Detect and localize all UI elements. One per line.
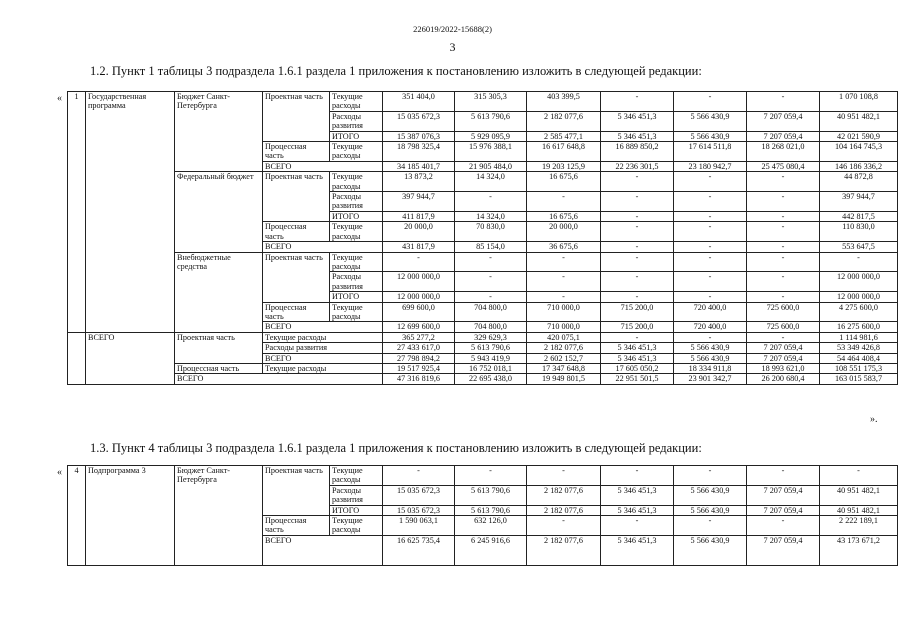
value-cell: 18 334 911,8 (674, 363, 747, 373)
value-cell: 22 236 301,5 (601, 161, 674, 171)
value-cell: 5 346 451,3 (601, 131, 674, 141)
value-cell: 365 277,2 (383, 332, 455, 342)
expense-type: Текущие расходы (330, 516, 383, 536)
value-cell: 442 817,5 (820, 211, 898, 221)
value-cell: 17 605 050,2 (601, 363, 674, 373)
part-cell: Проектная часть (263, 252, 330, 302)
value-cell: 715 200,0 (601, 302, 674, 322)
value-cell: 18 993 621,0 (747, 363, 820, 373)
value-cell: 36 675,6 (527, 242, 601, 252)
table-row (68, 466, 898, 486)
value-cell: 704 800,0 (455, 322, 527, 332)
table-row (68, 374, 898, 384)
value-cell: 720 400,0 (674, 322, 747, 332)
value-cell: 23 180 942,7 (674, 161, 747, 171)
value-cell: - (747, 252, 820, 272)
value-cell: - (601, 516, 674, 536)
value-cell: 720 400,0 (674, 302, 747, 322)
value-cell: 411 817,9 (383, 211, 455, 221)
value-cell: - (674, 172, 747, 192)
value-cell: 5 346 451,3 (601, 343, 674, 353)
value-cell: - (747, 172, 820, 192)
total-label: ВСЕГО (263, 242, 383, 252)
expense-type: ИТОГО (330, 211, 383, 221)
section-heading-1-3: 1.3. Пункт 4 таблицы 3 подраздела 1.6.1 раздела 1 приложения к постановлению изложить в следующей редакции: (90, 441, 702, 455)
value-cell: - (747, 466, 820, 486)
value-cell: 5 613 790,6 (455, 505, 527, 515)
funding-table-subprogram (67, 465, 898, 566)
total-label: ВСЕГО (175, 374, 383, 384)
value-cell: - (747, 272, 820, 292)
value-cell: 20 000,0 (527, 222, 601, 242)
value-cell: - (527, 272, 601, 292)
value-cell: 351 404,0 (383, 92, 455, 112)
value-cell: - (674, 466, 747, 486)
value-cell: 104 164 745,3 (820, 142, 898, 162)
value-cell: 715 200,0 (601, 322, 674, 332)
expense-type: Расходы развития (263, 343, 383, 353)
value-cell: - (674, 516, 747, 536)
value-cell: 5 929 095,9 (455, 131, 527, 141)
value-cell: 34 185 401,7 (383, 161, 455, 171)
part-cell: Процессная часть (263, 302, 330, 322)
total-spacer (68, 332, 86, 384)
value-cell: - (747, 516, 820, 536)
value-cell: 7 207 059,4 (747, 535, 820, 565)
part-cell: Проектная часть (263, 172, 330, 222)
value-cell: 18 268 021,0 (747, 142, 820, 162)
value-cell: 7 207 059,4 (747, 111, 820, 131)
expense-type: Текущие расходы (263, 332, 383, 342)
open-quote-1: « (57, 93, 62, 104)
value-cell: 21 905 484,0 (455, 161, 527, 171)
section-heading-1-2: 1.2. Пункт 1 таблицы 3 подраздела 1.6.1 раздела 1 приложения к постановлению изложить в следующей редакции: (90, 64, 702, 78)
funding-source: Внебюджетные средства (175, 252, 263, 332)
table-row (68, 172, 898, 192)
value-cell: 710 000,0 (527, 302, 601, 322)
value-cell: - (527, 516, 601, 536)
value-cell: - (601, 466, 674, 486)
value-cell: 16 675,6 (527, 172, 601, 192)
value-cell: - (674, 211, 747, 221)
value-cell: 12 000 000,0 (383, 292, 455, 302)
value-cell: 17 347 648,8 (527, 363, 601, 373)
value-cell: 420 075,1 (527, 332, 601, 342)
value-cell: 17 614 511,8 (674, 142, 747, 162)
funding-source: Федеральный бюджет (175, 172, 263, 252)
value-cell: 16 675,6 (527, 211, 601, 221)
total-label: ВСЕГО (263, 161, 383, 171)
value-cell: 2 182 077,6 (527, 505, 601, 515)
total-label: ВСЕГО (263, 535, 383, 565)
value-cell: 19 949 801,5 (527, 374, 601, 384)
value-cell: 70 830,0 (455, 222, 527, 242)
value-cell: 108 551 175,3 (820, 363, 898, 373)
value-cell: 15 035 672,3 (383, 505, 455, 515)
value-cell: - (601, 292, 674, 302)
value-cell: 14 324,0 (455, 172, 527, 192)
expense-type: ИТОГО (330, 505, 383, 515)
value-cell: 18 798 325,4 (383, 142, 455, 162)
value-cell: - (601, 211, 674, 221)
value-cell: 5 943 419,9 (455, 353, 527, 363)
value-cell: 20 000,0 (383, 222, 455, 242)
table-row (68, 252, 898, 272)
value-cell: 2 182 077,6 (527, 485, 601, 505)
value-cell: 1 070 108,8 (820, 92, 898, 112)
value-cell: 1 590 063,1 (383, 516, 455, 536)
value-cell: 16 752 018,1 (455, 363, 527, 373)
value-cell: 5 566 430,9 (674, 353, 747, 363)
expense-type: ИТОГО (330, 292, 383, 302)
value-cell: 15 035 672,3 (383, 485, 455, 505)
expense-type: Расходы развития (330, 272, 383, 292)
value-cell: 22 951 501,5 (601, 374, 674, 384)
value-cell: - (674, 242, 747, 252)
value-cell: 40 951 482,1 (820, 505, 898, 515)
value-cell: 19 517 925,4 (383, 363, 455, 373)
value-cell: 7 207 059,4 (747, 485, 820, 505)
value-cell: 5 613 790,6 (455, 343, 527, 353)
value-cell: 146 186 336,2 (820, 161, 898, 171)
value-cell: 40 951 482,1 (820, 111, 898, 131)
value-cell: 5 346 451,3 (601, 485, 674, 505)
expense-type: Расходы развития (330, 111, 383, 131)
expense-type: Текущие расходы (263, 363, 383, 373)
part-cell: Процессная часть (175, 363, 263, 373)
value-cell: 403 399,5 (527, 92, 601, 112)
value-cell: 632 126,0 (455, 516, 527, 536)
expense-type: Текущие расходы (330, 92, 383, 112)
row-number: 1 (68, 92, 86, 333)
value-cell: 5 613 790,6 (455, 111, 527, 131)
part-cell: Процессная часть (263, 222, 330, 242)
value-cell: 5 566 430,9 (674, 485, 747, 505)
value-cell: - (601, 272, 674, 292)
expense-type: Расходы развития (330, 485, 383, 505)
value-cell: 5 346 451,3 (601, 505, 674, 515)
value-cell: 23 901 342,7 (674, 374, 747, 384)
value-cell: 7 207 059,4 (747, 131, 820, 141)
part-cell: Проектная часть (175, 332, 263, 363)
total-label: ВСЕГО (263, 322, 383, 332)
funding-table-program (67, 91, 898, 385)
value-cell: 4 275 600,0 (820, 302, 898, 322)
value-cell: 397 944,7 (383, 192, 455, 212)
value-cell: - (747, 222, 820, 242)
value-cell: 15 387 076,3 (383, 131, 455, 141)
value-cell: 16 889 850,2 (601, 142, 674, 162)
value-cell: 2 182 077,6 (527, 111, 601, 131)
value-cell: 14 324,0 (455, 211, 527, 221)
value-cell: 5 566 430,9 (674, 111, 747, 131)
value-cell: 7 207 059,4 (747, 353, 820, 363)
value-cell: - (674, 292, 747, 302)
value-cell: 54 464 408,4 (820, 353, 898, 363)
table-row (68, 332, 898, 342)
value-cell: - (455, 292, 527, 302)
value-cell: 12 000 000,0 (820, 272, 898, 292)
value-cell: - (527, 292, 601, 302)
value-cell: - (455, 192, 527, 212)
value-cell: 47 316 819,6 (383, 374, 455, 384)
open-quote-2: « (57, 467, 62, 478)
value-cell: - (527, 252, 601, 272)
value-cell: 12 000 000,0 (383, 272, 455, 292)
value-cell: - (601, 192, 674, 212)
expense-type: Текущие расходы (330, 172, 383, 192)
value-cell: 704 800,0 (455, 302, 527, 322)
value-cell: - (747, 92, 820, 112)
value-cell: 2 602 152,7 (527, 353, 601, 363)
table-row (68, 363, 898, 373)
value-cell: - (455, 466, 527, 486)
value-cell: 163 015 583,7 (820, 374, 898, 384)
value-cell: 1 114 981,6 (820, 332, 898, 342)
value-cell: 7 207 059,4 (747, 343, 820, 353)
value-cell: 22 695 438,0 (455, 374, 527, 384)
value-cell: 5 566 430,9 (674, 535, 747, 565)
value-cell: - (383, 466, 455, 486)
value-cell: 85 154,0 (455, 242, 527, 252)
program-name: Государственная программа (86, 92, 175, 333)
value-cell: - (455, 252, 527, 272)
value-cell: - (674, 222, 747, 242)
value-cell: 725 600,0 (747, 322, 820, 332)
expense-type: ВСЕГО (263, 353, 383, 363)
value-cell: 2 182 077,6 (527, 343, 601, 353)
part-cell: Проектная часть (263, 466, 330, 516)
value-cell: 5 613 790,6 (455, 485, 527, 505)
value-cell: - (674, 192, 747, 212)
value-cell: - (820, 466, 898, 486)
value-cell: 2 585 477,1 (527, 131, 601, 141)
value-cell: - (601, 242, 674, 252)
value-cell: 5 346 451,3 (601, 535, 674, 565)
expense-type: Текущие расходы (330, 252, 383, 272)
value-cell: 7 207 059,4 (747, 505, 820, 515)
value-cell: 16 625 735,4 (383, 535, 455, 565)
value-cell: 5 346 451,3 (601, 111, 674, 131)
value-cell: - (455, 272, 527, 292)
value-cell: - (820, 252, 898, 272)
funding-source: Бюджет Санкт-Петербурга (175, 92, 263, 172)
value-cell: 710 000,0 (527, 322, 601, 332)
value-cell: 397 944,7 (820, 192, 898, 212)
value-cell: 5 566 430,9 (674, 505, 747, 515)
document-number: 226019/2022-15688(2) (413, 24, 492, 34)
value-cell: - (601, 222, 674, 242)
value-cell: - (383, 252, 455, 272)
expense-type: ИТОГО (330, 131, 383, 141)
value-cell: 42 021 590,9 (820, 131, 898, 141)
value-cell: 27 798 894,2 (383, 353, 455, 363)
value-cell: - (527, 192, 601, 212)
expense-type: Текущие расходы (330, 466, 383, 486)
value-cell: 699 600,0 (383, 302, 455, 322)
page-number: 3 (449, 40, 456, 54)
part-cell: Проектная часть (263, 92, 330, 142)
value-cell: - (601, 92, 674, 112)
value-cell: 110 830,0 (820, 222, 898, 242)
value-cell: 40 951 482,1 (820, 485, 898, 505)
value-cell: - (527, 466, 601, 486)
part-cell: Процессная часть (263, 516, 330, 536)
value-cell: 5 566 430,9 (674, 131, 747, 141)
value-cell: - (674, 92, 747, 112)
expense-type: Текущие расходы (330, 142, 383, 162)
table-row (68, 92, 898, 112)
value-cell: 15 035 672,3 (383, 111, 455, 131)
value-cell: - (747, 211, 820, 221)
program-name: Подпрограмма 3 (86, 466, 175, 566)
value-cell: - (601, 172, 674, 192)
value-cell: 25 475 080,4 (747, 161, 820, 171)
funding-source: Бюджет Санкт-Петербурга (175, 466, 263, 566)
row-number: 4 (68, 466, 86, 566)
value-cell: 5 566 430,9 (674, 343, 747, 353)
value-cell: - (747, 292, 820, 302)
expense-type: Текущие расходы (330, 222, 383, 242)
value-cell: 315 305,3 (455, 92, 527, 112)
expense-type: Текущие расходы (330, 302, 383, 322)
value-cell: 53 349 426,8 (820, 343, 898, 353)
value-cell: 6 245 916,6 (455, 535, 527, 565)
grand-total-label: ВСЕГО (86, 332, 175, 384)
value-cell: 27 433 617,0 (383, 343, 455, 353)
value-cell: 2 182 077,6 (527, 535, 601, 565)
value-cell: 43 173 671,2 (820, 535, 898, 565)
value-cell: 12 000 000,0 (820, 292, 898, 302)
value-cell: 44 872,8 (820, 172, 898, 192)
value-cell: - (674, 252, 747, 272)
value-cell: - (747, 332, 820, 342)
value-cell: 16 617 648,8 (527, 142, 601, 162)
value-cell: - (601, 332, 674, 342)
close-quote-1: ». (870, 414, 878, 425)
value-cell: 16 275 600,0 (820, 322, 898, 332)
value-cell: - (747, 192, 820, 212)
value-cell: 12 699 600,0 (383, 322, 455, 332)
value-cell: 2 222 189,1 (820, 516, 898, 536)
value-cell: 15 976 388,1 (455, 142, 527, 162)
value-cell: 553 647,5 (820, 242, 898, 252)
value-cell: 26 200 680,4 (747, 374, 820, 384)
value-cell: - (747, 242, 820, 252)
value-cell: 431 817,9 (383, 242, 455, 252)
value-cell: 19 203 125,9 (527, 161, 601, 171)
value-cell: - (674, 332, 747, 342)
expense-type: Расходы развития (330, 192, 383, 212)
part-cell: Процессная часть (263, 142, 330, 162)
value-cell: 725 600,0 (747, 302, 820, 322)
value-cell: 329 629,3 (455, 332, 527, 342)
value-cell: - (601, 252, 674, 272)
value-cell: 5 346 451,3 (601, 353, 674, 363)
value-cell: - (674, 272, 747, 292)
value-cell: 13 873,2 (383, 172, 455, 192)
